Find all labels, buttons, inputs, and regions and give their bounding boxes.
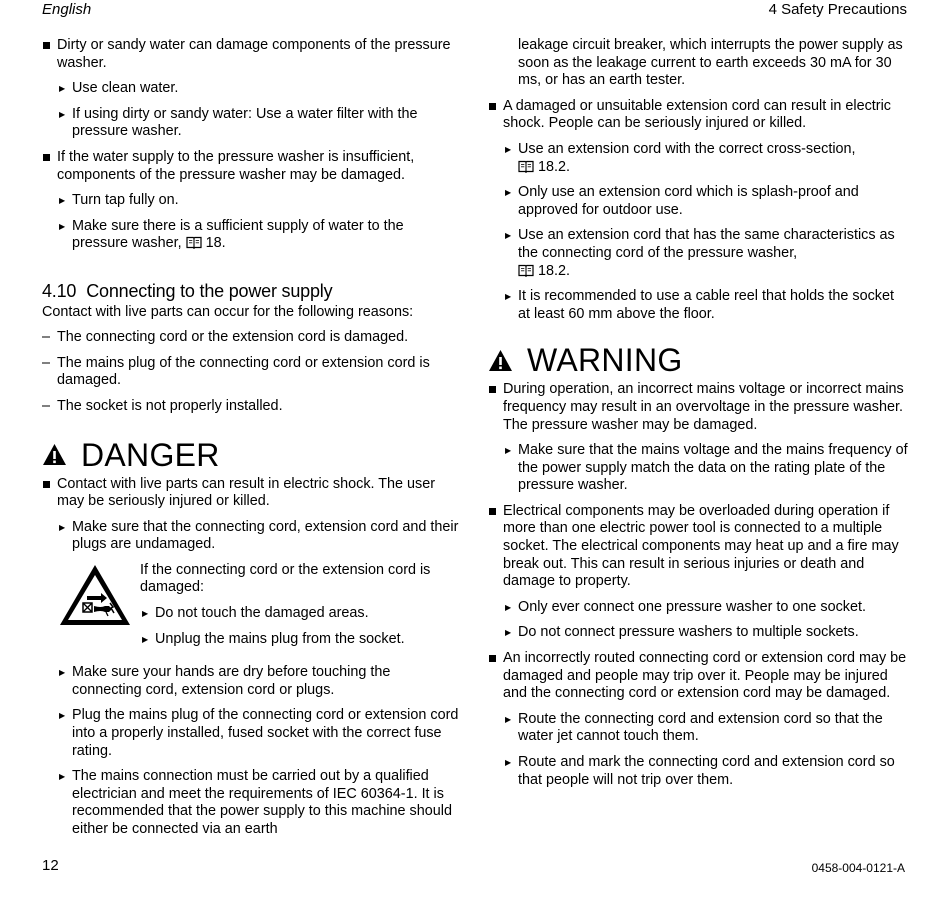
symbol-block [42, 562, 460, 656]
electric-shock-symbol [57, 562, 133, 628]
reason-item: – The connecting cord or the extension cord is damaged. [42, 329, 460, 347]
ext-step-3-text: Use an extension cord that has the same characteristics as the connecting cord of the pressure washer, [518, 227, 895, 261]
continuation-text: leakage circuit breaker, which interrupts the power supply as soon as the leakage current to earth exceeds 30 mA for 30 ms, or has an earth tester. [518, 37, 903, 89]
danger-step-2: ▶ Make sure your hands are dry before touching the connecting cord, extension cord or plugs. [42, 664, 460, 699]
reason-item: – The mains plug of the connecting cord or extension cord is damaged. [42, 355, 460, 390]
section-heading [42, 280, 460, 301]
left-column [42, 37, 460, 847]
water-bullet-2: If the water supply to the pressure washer is insufficient, components of the pressure washer may be damaged. [42, 149, 460, 184]
reason-item: – The socket is not properly installed. [42, 398, 460, 416]
warn-bullet-2: Electrical components may be overloaded during operation if more than one electric power tool is connected to a multiple socket. The electrical components may heat up and a fire may break out. This can result in serious injuries or death and damage to property. [488, 503, 908, 591]
warn-step-1: ▶ Make sure that the mains voltage and the mains frequency of the power supply match the data on the rating plate of the pressure washer. [488, 442, 908, 495]
header-language: English [42, 1, 92, 18]
page-number: 12 [42, 857, 59, 874]
warning-label: WARNING [527, 342, 683, 379]
water-step-4-ref: 18. [205, 235, 226, 252]
ext-step-1-text: Use an extension cord with the correct cross-section, [518, 140, 856, 157]
ext-step-1 [488, 141, 908, 176]
warn-bullet-3: An incorrectly routed connecting cord or extension cord may be damaged and people may trip over it. People may be injured and the connecting cord or extension cord may be damaged. [488, 650, 908, 703]
ext-bullet: A damaged or unsuitable extension cord can result in electric shock. People can be seriously injured or killed. [488, 98, 908, 133]
right-column [488, 37, 908, 797]
document-code: 0458-004-0121-A [811, 861, 905, 875]
danger-step-3: ▶ Plug the mains plug of the connecting cord or extension cord into a properly installed, fused socket with the correct fuse rating. [42, 707, 460, 760]
warning-triangle-icon [42, 443, 67, 466]
ext-step-1-ref: 18.2. [538, 158, 571, 175]
section-title: Connecting to the power supply [86, 280, 333, 301]
ext-step-2: ▶ Only use an extension cord which is splash-proof and approved for outdoor use. [488, 184, 908, 219]
warn-step-3: ▶ Do not connect pressure washers to multiple sockets. [488, 624, 908, 642]
symbol-step-2: ▶ Unplug the mains plug from the socket. [140, 631, 460, 649]
water-step-2: ▶ If using dirty or sandy water: Use a water filter with the pressure washer. [42, 106, 460, 141]
ext-step-4: ▶ It is recommended to use a cable reel that holds the socket at least 60 mm above the floor. [488, 288, 908, 323]
danger-step-1: ▶ Make sure that the connecting cord, extension cord and their plugs are undamaged. [42, 519, 460, 554]
section-intro: Contact with live parts can occur for the following reasons: [42, 303, 414, 320]
warn-step-4: ▶ Route the connecting cord and extension cord so that the water jet cannot touch them. [488, 711, 908, 746]
water-step-3: ▶ Turn tap fully on. [42, 192, 460, 210]
ext-step-3 [488, 227, 908, 280]
danger-heading [42, 438, 460, 472]
water-step-4 [42, 218, 460, 253]
warn-step-5: ▶ Route and mark the connecting cord and extension cord so that people will not trip over them. [488, 754, 908, 789]
book-icon [518, 160, 534, 173]
warning-triangle-icon [488, 349, 513, 372]
symbol-text [140, 562, 460, 656]
water-step-4-text: Make sure there is a sufficient supply of water to the pressure washer, [72, 217, 404, 252]
section-number: 4.10 [42, 280, 77, 301]
ext-step-3-ref: 18.2. [538, 262, 571, 279]
danger-label: DANGER [81, 436, 220, 473]
warn-bullet-1: During operation, an incorrect mains voltage or incorrect mains frequency may result in an overvoltage in the pressure washer. The pressure washer may be damaged. [488, 381, 908, 434]
warning-heading [488, 343, 908, 377]
book-icon [186, 236, 202, 249]
header-chapter: 4 Safety Precautions [768, 1, 907, 18]
book-icon [518, 264, 534, 277]
symbol-step-1: ▶ Do not touch the damaged areas. [140, 605, 460, 623]
danger-step-4: ▶ The mains connection must be carried out by a qualified electrician and meet the requirements of IEC 60364-1. It is recommended that the power supply to this machine should either be connected via an earth [42, 768, 460, 838]
warn-step-2: ▶ Only ever connect one pressure washer to one socket. [488, 599, 908, 617]
water-bullet-1: Dirty or sandy water can damage components of the pressure washer. [42, 37, 460, 72]
water-step-1: ▶ Use clean water. [42, 80, 460, 98]
symbol-condition: If the connecting cord or the extension cord is damaged: [140, 561, 431, 596]
danger-bullet: Contact with live parts can result in electric shock. The user may be seriously injured or killed. [42, 476, 460, 511]
